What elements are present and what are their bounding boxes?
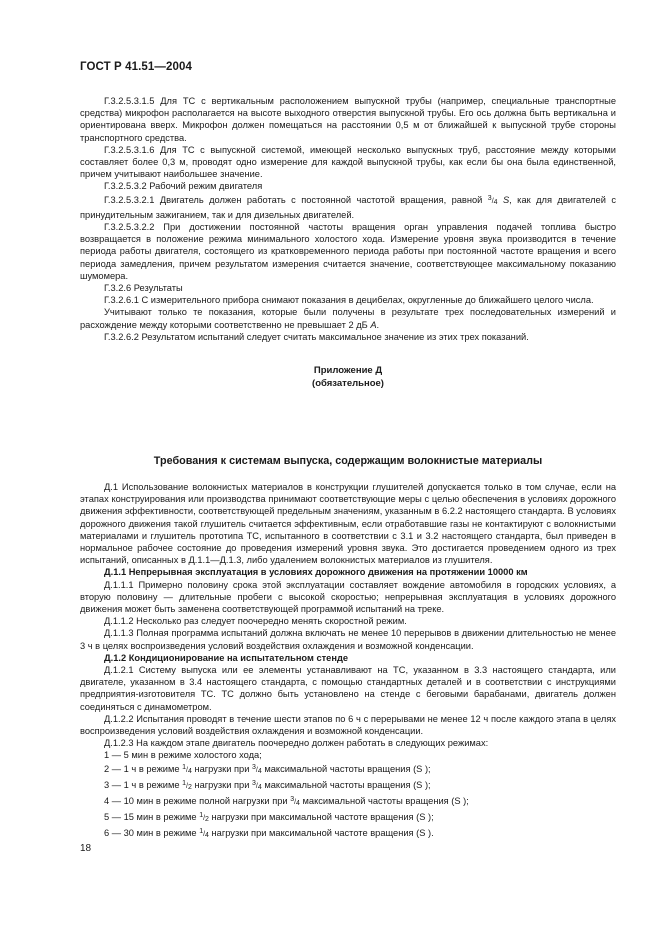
- fraction-denominator: 4: [493, 198, 498, 206]
- modes-list: [80, 749, 616, 842]
- paragraph-d1-2-3: Д.1.2.3 На каждом этапе двигатель поочередно должен работать в следующих режимах:: [104, 738, 489, 749]
- appendix-title: Приложение Д: [313, 365, 383, 376]
- appendix-heading: [80, 365, 616, 390]
- section-d-text: [80, 481, 616, 843]
- mode-text: 3 — 1 ч в режиме: [104, 779, 183, 790]
- mode-text: 5 — 15 мин в режиме: [104, 812, 200, 823]
- fraction: $^3/_4$: [487, 194, 498, 206]
- mode-item: [80, 810, 616, 826]
- paragraph-d1-1-1: Д.1.1.1 Примерно половину срока этой эксплуатации составляет вождение автомобиля в городских условиях, а вторую половину — длительные пробеги с высокой скоростью; непрерывная эксплуатация в условиях дорожного движения может быть заменена соответствующей программой испытаний на треке.: [80, 579, 616, 615]
- paragraph-g3-2-6-2: Г.3.2.6.2 Результатом испытаний следует считать максимальное значение из этих трех показаний.: [104, 331, 529, 342]
- mode-text: 1 — 5 мин в режиме холостого хода;: [104, 750, 262, 761]
- paragraph-d1-1-3: Д.1.1.3 Полная программа испытаний должна включать не менее 10 перерывов в движении длительностью не менее 3 ч в целях воспроизведения условий воздействия охлаждения и возможной конденсации.: [80, 628, 616, 651]
- paragraph-g3-2-6: Г.3.2.6 Результаты: [104, 283, 183, 294]
- mode-item: [80, 794, 616, 810]
- fraction-denominator: 4: [296, 800, 300, 808]
- fraction-denominator: 2: [188, 783, 192, 791]
- mode-text: нагрузки при: [191, 763, 252, 774]
- speed-variable: S: [502, 194, 510, 205]
- fraction: $^3/_4$: [252, 763, 262, 775]
- page-number: 18: [80, 843, 92, 854]
- fraction-numerator: 1: [182, 763, 187, 771]
- paragraph-readings: [80, 306, 616, 330]
- fraction-numerator: 1: [182, 779, 187, 787]
- mode-item: [80, 762, 616, 778]
- fraction: $^1/_4$: [182, 763, 192, 775]
- paragraph-g3-2-5-3-1-6: Г.3.2.5.3.1.6 Для ТС с выпускной системой, имеющей несколько выпускных труб, расстояние между которыми составляет более 0,3 м, проводят одно измерение для каждой выпускной трубы, как если бы она была единственной, причем учитывают наибольшее значение.: [80, 144, 616, 180]
- fraction-denominator: 4: [188, 767, 192, 775]
- document-header: ГОСТ Р 41.51—2004: [80, 61, 192, 73]
- fraction: $^1/_2$: [182, 779, 192, 791]
- fraction-numerator: 3: [252, 763, 256, 771]
- unit-variable: А: [370, 319, 377, 330]
- fraction-denominator: 4: [257, 783, 262, 791]
- paragraph-d1-1-2: Д.1.1.2 Несколько раз следует поочередно менять скоростной режим.: [104, 616, 407, 627]
- fraction-denominator: 4: [205, 832, 209, 840]
- fraction-numerator: 3: [252, 779, 256, 787]
- mode-item: [80, 826, 616, 842]
- fraction: $^3/_4$: [290, 796, 300, 808]
- section-title: Требования к системам выпуска, содержащим волокнистые материалы: [153, 455, 543, 467]
- mode-text: максимальной частоты вращения (S );: [261, 779, 431, 790]
- fraction: $^3/_4$: [252, 779, 262, 791]
- fraction-denominator: 2: [205, 816, 209, 824]
- mode-text: нагрузки при максимальной частоте вращения (S ).: [208, 828, 434, 839]
- mode-text: нагрузки при: [191, 779, 252, 790]
- paragraph-g3-2-5-3-2-2: Г.3.2.5.3.2.2 При достижении постоянной частоты вращения орган управления подачей топлива быстро возвращается в положение режима минимального холостого хода. Измерение уровня звука производится в течение периода работы двигателя, состоящего из кратковременного периода работы при постоянной частоте вращения и всего периода замедления, причем результатом измерения считается значение, соответствующее максимальному показанию шумомера.: [80, 222, 616, 281]
- fraction-numerator: 1: [199, 812, 204, 820]
- paragraph-text: Учитывают только те показания, которые были получены в результате трех последовательных измерений и расхождение между которыми соответственно не превышает 2 дБ: [80, 307, 616, 330]
- paragraph-g3-2-5-3-1-5: Г.3.2.5.3.1.5 Для ТС с вертикальным расположением выпускной трубы (например, специальные транспортные средства) микрофон располагается на высоте выходного отверстия выпускной трубы. Его ось должна быть вертикальна и ориентирована вверх. Микрофон должен помещаться на расстоянии 0,5 м от ближайшей к выпускной трубе стороны транспортного средства.: [80, 96, 616, 143]
- mode-text: максимальной частоты вращения (S );: [261, 763, 431, 774]
- paragraph-d1-2-2: Д.1.2.2 Испытания проводят в течение шести этапов по 6 ч с перерывами не менее 12 ч после каждого этапа в целях воспроизведения условий воздействия охлаждения и возможной конденсации.: [80, 713, 616, 737]
- mode-text: максимальной частоты вращения (S );: [299, 796, 469, 807]
- heading-d1-2: Д.1.2 Кондиционирование на испытательном стенде: [104, 652, 349, 663]
- heading-d1-1: Д.1.1 Непрерывная эксплуатация в условиях дорожного движения на протяжении 10000 км: [104, 567, 528, 578]
- paragraph-g3-2-5-3-2-1: [80, 193, 616, 221]
- fraction: $^1/_4$: [199, 828, 209, 840]
- mode-text: 6 — 30 мин в режиме: [104, 828, 200, 839]
- mode-text: 4 — 10 мин в режиме полной нагрузки при: [104, 796, 291, 807]
- paragraph-g3-2-6-1: Г.3.2.6.1 С измерительного прибора снимают показания в децибелах, округленные до ближайшего целого числа.: [104, 295, 594, 306]
- paragraph-d1-2-1: Д.1.2.1 Систему выпуска или ее элементы устанавливают на ТС, указанном в 3.3 настоящего стандарта, или двигателе, указанном в 3.4 настоящего стандарта, с помощью стандартных деталей и в соответствии с инструкциями предприятия-изготовителя ТС. ТС должно быть установлено на стенде с беговыми барабанами, двигатель должен соединяться с динамометром.: [80, 665, 616, 712]
- mode-text: нагрузки при максимальной частоте вращения (S );: [208, 812, 434, 823]
- paragraph-text: Г.3.2.5.3.2.1 Двигатель должен работать с постоянной частотой вращения, равной: [104, 194, 488, 205]
- fraction: $^1/_2$: [199, 812, 209, 824]
- fraction-numerator: 3: [290, 796, 295, 804]
- fraction-numerator: 3: [487, 194, 492, 202]
- fraction-numerator: 1: [199, 828, 204, 836]
- appendix-note: (обязательное): [312, 377, 384, 389]
- mode-text: 2 — 1 ч в режиме: [104, 763, 183, 774]
- fraction-denominator: 4: [257, 767, 262, 775]
- paragraph-g3-2-5-3-2: Г.3.2.5.3.2 Рабочий режим двигателя: [104, 181, 263, 192]
- mode-item: [80, 778, 616, 794]
- paragraph-d1: Д.1 Использование волокнистых материалов в конструкции глушителей допускается только в том случае, если на этапах конструирования или производства принимают соответствующие меры с целью обеспечения в условиях дорожного движения эффективности, соответствующей предельным значениям, указанным в 6.2.2 настоящего стандарта. В условиях дорожного движения такой глушитель считается эффективным, если отработавшие газы не контактируют с волокнистыми материалами и глушитель прототипа ТС, испытанного в соответствии с 3.1 и 3.2 настоящего стандарта, был приведен в нормальное рабочее состояние до проведения измерений уровня звука. Это достигается проведением одного из трех испытаний, описанных в Д.1.1—Д.1.3, либо удалением волокнистых материалов из глушителя.: [80, 482, 616, 566]
- paragraph-text-tail: .: [376, 319, 380, 330]
- paragraph-text-tail: , как для двигателей с принудительным зажиганием, так и для дизельных двигателей.: [80, 194, 616, 220]
- section-g-text: [80, 95, 616, 343]
- mode-item: [80, 749, 616, 761]
